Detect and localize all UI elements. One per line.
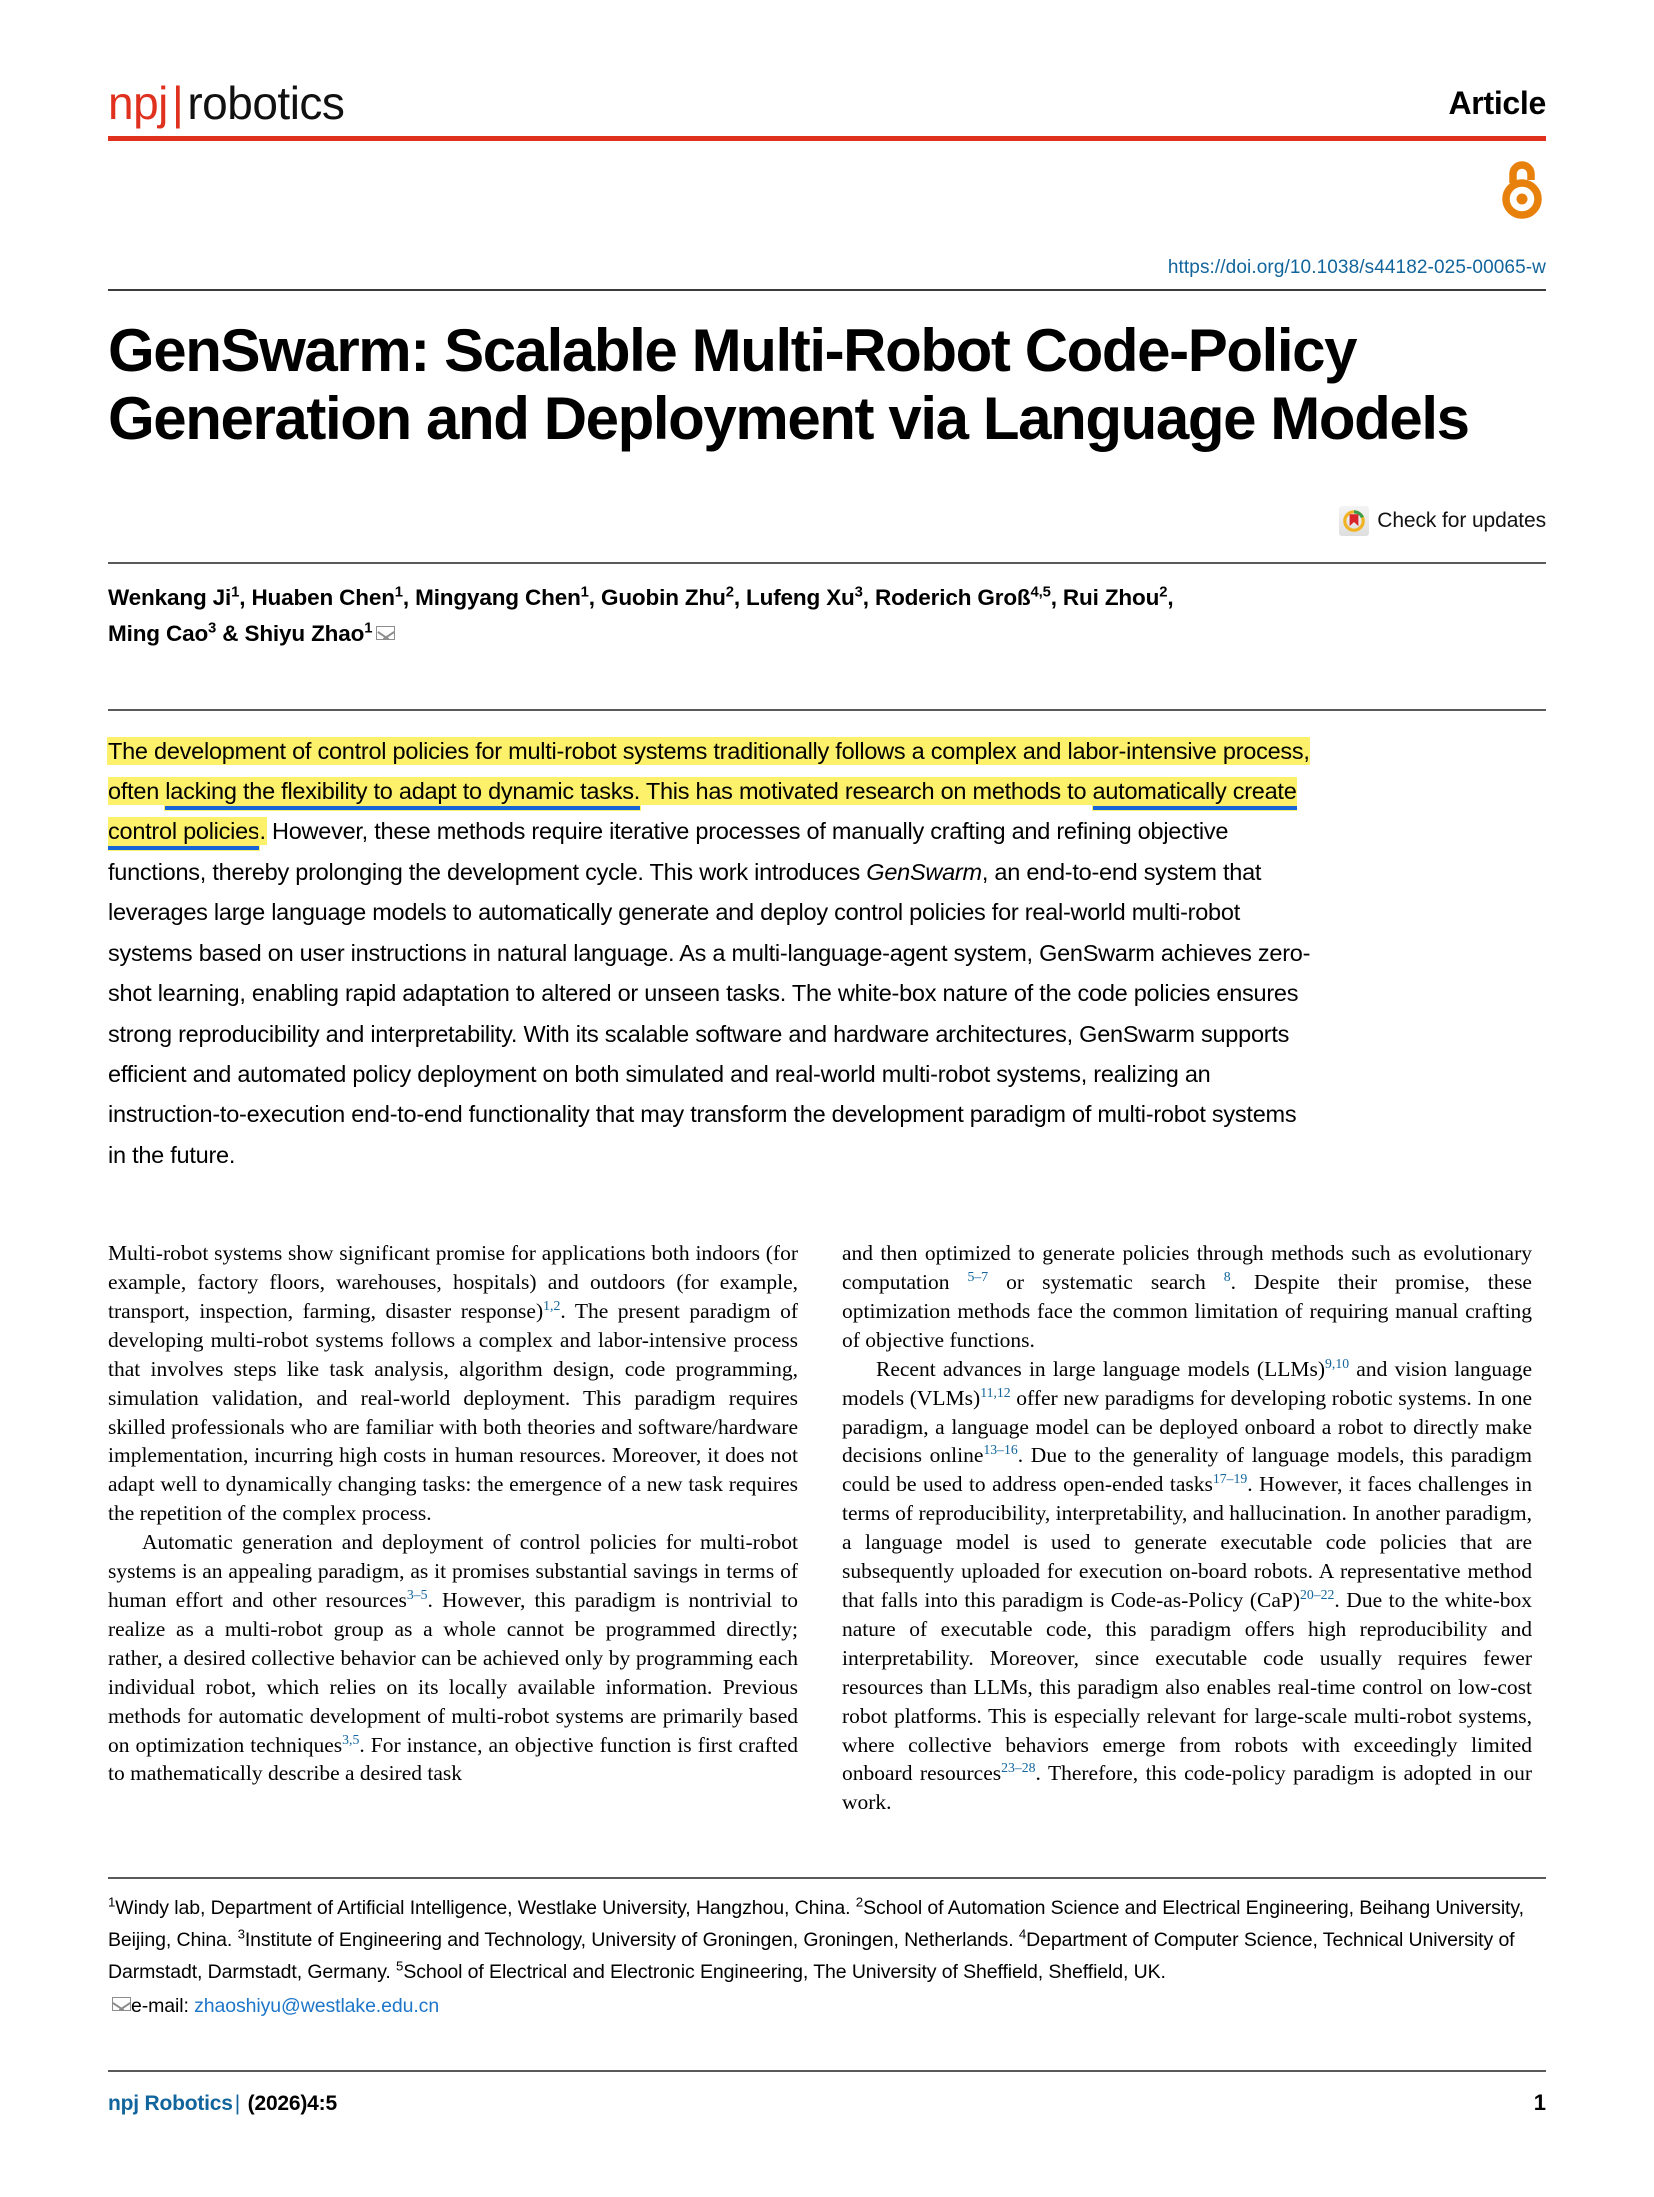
author-name[interactable]: Huaben Chen [251, 584, 395, 610]
paragraph-text: offer new paradigms for developing robotic systems. In one paradigm, a language model can be deployed onboard a robot to directly make decisions online [842, 1385, 1532, 1468]
author-name[interactable]: Rui Zhou [1062, 584, 1160, 610]
affiliations [108, 1879, 1546, 2022]
paragraph-text: . However, this paradigm is nontrivial to realize as a multi-robot group as a whole cannot be programmed directly; rather, a desired collective behavior can be achieved only by programming each individual robot, which relies on its locally available information. Previous methods for automatic development of multi-robot systems are primarily based on optimization techniques [108, 1588, 798, 1757]
citation-ref[interactable]: 3–5 [406, 1586, 428, 1602]
footer-divider: | [234, 2092, 241, 2116]
affiliation-text: School of Automation Science and Electrical Engineering, Beihang University, Beijing, China. [108, 1897, 1524, 1952]
paragraph-text: . For instance, an objective function is first crafted to mathematically describe a desired task [108, 1732, 798, 1786]
author-affil-sup: 3 [208, 620, 217, 637]
paragraph-text: . Despite their promise, these optimization methods face the common limitation of requiring manual crafting of objective functions. [842, 1270, 1532, 1352]
abstract [108, 711, 1320, 1175]
paragraph [842, 1239, 1532, 1355]
citation-ref[interactable]: 20–22 [1299, 1586, 1335, 1602]
author-affil-sup: 3 [854, 584, 863, 601]
abstract-underline-2: automatically create control policies [108, 778, 1297, 850]
paragraph-text: and then optimized to generate policies through methods such as evolutionary computation [842, 1241, 1532, 1295]
paragraph [108, 1528, 798, 1788]
author-list [108, 564, 1448, 653]
envelope-icon [112, 1997, 131, 2011]
author-affil-sup: 1 [394, 584, 403, 601]
citation-ref[interactable]: 23–28 [1001, 1760, 1036, 1776]
citation-ref[interactable]: 3,5 [342, 1731, 360, 1747]
paragraph-text: . Due to the generality of language models, this paradigm could be used to address open-ended tasks [842, 1443, 1532, 1497]
check-for-updates-row [108, 498, 1546, 562]
body-columns [108, 1239, 1546, 1817]
citation-ref[interactable]: 9,10 [1325, 1355, 1350, 1371]
abstract-text-a: However, these methods require iterative processes of manually crafting and refining objective functions, thereby prolonging the development cycle. This work introduces [108, 818, 1229, 885]
author-affil-sup: 1 [231, 584, 240, 601]
affiliation-text: Department of Computer Science, Technical University of Darmstadt, Darmstadt, Germany. [108, 1929, 1515, 1983]
paragraph-text: . Therefore, this code-policy paradigm is adopted in our work. [842, 1761, 1532, 1815]
masthead [108, 0, 1546, 129]
abstract-highlight-2: This has motivated research on methods to [640, 778, 1093, 805]
paragraph-text: . Due to the white-box nature of executable code, this paradigm offers high reproducibility and interpretability. Moreover, since executable code usually requires fewer resources than LLMs, this paradigm also enables real-time control on low-cost robot platforms. This is especially relevant for large-scale multi-robot systems, where collective behaviors emerge from robots with exceedingly limited onboard resources [842, 1588, 1532, 1786]
author-name[interactable]: Guobin Zhu [600, 584, 726, 610]
open-access-icon [1500, 157, 1544, 219]
citation-ref[interactable]: 17–19 [1212, 1471, 1248, 1487]
journal-logo-divider: | [171, 77, 184, 129]
footer-journal-name: npj Robotics [108, 2092, 233, 2116]
journal-logo[interactable] [108, 77, 345, 129]
affiliation-sup: 1 [108, 1894, 116, 1910]
paragraph-text: Recent advances in large language models (LLMs) [876, 1356, 1325, 1381]
paragraph-text: or systematic search [988, 1270, 1224, 1295]
citation-ref[interactable]: 1,2 [543, 1297, 561, 1313]
article-type-label: Article [1448, 85, 1546, 121]
doi-link[interactable]: https://doi.org/10.1038/s44182-025-00065-w [1167, 257, 1546, 278]
affiliation-sup: 4 [1018, 1926, 1027, 1942]
author-affil-sup: 1 [364, 620, 373, 637]
page-number: 1 [1533, 2090, 1546, 2116]
affiliation-sup: 5 [396, 1958, 404, 1974]
doi-row [108, 257, 1546, 289]
paragraph-text: . The present paradigm of developing multi-robot systems follows a complex and labor-intensive process that involves steps like task analysis, algorithm design, code programming, simulation validation, and real-world deployment. This paradigm requires skilled professionals who are familiar with both theories and software/hardware implementation, incurring high costs in human resources. Moreover, it does not adapt well to dynamically changing tasks: the emergence of a new task requires the repetition of the complex process. [108, 1298, 798, 1526]
footer-volume-page: (2026)4:5 [242, 2092, 337, 2116]
affiliation-text: Windy lab, Department of Artificial Intelligence, Westlake University, Hangzhou, China. [115, 1897, 856, 1920]
journal-logo-name: robotics [187, 77, 345, 129]
author-name[interactable]: Lufeng Xu [746, 584, 855, 610]
affiliation-text: School of Electrical and Electronic Engineering, The University of Sheffield, Sheffield, UK. [403, 1960, 1166, 1983]
author-line-1: Wenkang Ji$^1$, Huaben Chen$^1$, Mingyang Chen$^1$, Guobin Zhu$^2$, Lufeng Xu$^3$, Roderich Groß$^{4,5}$, Rui Zhou$^2$, [108, 584, 1174, 610]
footer-citation [108, 2092, 337, 2116]
journal-logo-prefix: npj [108, 77, 168, 129]
citation-ref[interactable]: 11,12 [980, 1384, 1011, 1400]
crossmark-label: Check for updates [1377, 508, 1546, 532]
abstract-highlight-3: . [259, 818, 266, 845]
author-affil-sup: 1 [580, 584, 589, 601]
citation-ref[interactable]: 5–7 [967, 1268, 989, 1284]
abstract-highlight-1: The development of control policies for multi-robot systems traditionally follows a complex and labor-intensive process, often [108, 737, 1310, 805]
affiliation-text: Institute of Engineering and Technology, University of Groningen, Groningen, Netherlands. [244, 1929, 1019, 1952]
doi-rule [108, 289, 1546, 291]
page-footer [108, 2072, 1546, 2116]
citation-ref[interactable]: 13–16 [983, 1442, 1018, 1458]
abstract-system-name: GenSwarm [866, 858, 982, 885]
open-access-row [108, 141, 1546, 257]
abstract-text-b: , an end-to-end system that leverages large language models to automatically generate and deploy control policies for real-world multi-robot systems based on user instructions in natural language. As a multi-language-agent system, GenSwarm achieves zero-shot learning, enabling rapid adaptation to altered or unseen tasks. The white-box nature of the code policies ensures strong reproducibility and interpretability. With its scalable software and hardware architectures, GenSwarm supports efficient and automated policy deployment on both simulated and real-world multi-robot systems, realizing an instruction-to-execution end-to-end functionality that may transform the development paradigm of multi-robot systems in the future. [108, 858, 1311, 1168]
author-affil-sup: 2 [1159, 584, 1168, 601]
envelope-icon[interactable] [376, 626, 395, 640]
author-name[interactable]: Wenkang Ji [108, 584, 232, 610]
author-affil-sup: 2 [725, 584, 734, 601]
crossmark-badge-group[interactable] [1339, 506, 1546, 536]
corresponding-email-line [108, 1991, 1546, 2023]
paragraph [108, 1239, 798, 1528]
body-column-right [842, 1239, 1532, 1817]
paragraph [842, 1355, 1532, 1818]
abstract-underline-1: lacking the flexibility to adapt to dynamic tasks. [165, 778, 640, 810]
paragraph-text: . However, it faces challenges in terms of reproducibility, interpretability, and hallucination. In another paradigm, a language model is used to generate executable code policies that are subsequently uploaded for execution on-board robots. A representative method that falls into this paradigm is Code-as-Policy (CaP) [842, 1472, 1533, 1612]
affiliation-sup: 3 [237, 1926, 245, 1942]
author-name[interactable]: Roderich Groß [874, 584, 1031, 610]
author-name[interactable]: Shiyu Zhao [244, 621, 365, 647]
email-link[interactable]: zhaoshiyu@westlake.edu.cn [194, 1994, 440, 2017]
paragraph-text: Automatic generation and deployment of control policies for multi-robot systems is an appealing paradigm, as it promises substantial savings in terms of human effort and other resources [108, 1530, 798, 1612]
author-name[interactable]: Ming Cao [108, 621, 209, 647]
paragraph-text: and vision language models (VLMs) [842, 1356, 1532, 1410]
author-name[interactable]: Mingyang Chen [415, 584, 581, 610]
affiliation-sup: 2 [855, 1894, 864, 1910]
citation-ref[interactable]: 8 [1223, 1268, 1231, 1284]
paragraph-text: Multi-robot systems show significant promise for applications both indoors (for example, factory floors, warehouses, hospitals) and outdoors (for example, transport, inspection, farming, disaster response) [108, 1241, 798, 1323]
author-affil-sup: 4,5 [1030, 584, 1051, 601]
author-line-2: Ming Cao$^3$ & Shiyu Zhao$^1$ [108, 621, 395, 646]
body-column-left [108, 1239, 798, 1817]
page-title: GenSwarm: Scalable Multi-Robot Code-Policy Generation and Deployment via Language Models [108, 317, 1469, 453]
email-label: e-mail: [131, 1994, 195, 2017]
crossmark-icon [1339, 506, 1369, 536]
